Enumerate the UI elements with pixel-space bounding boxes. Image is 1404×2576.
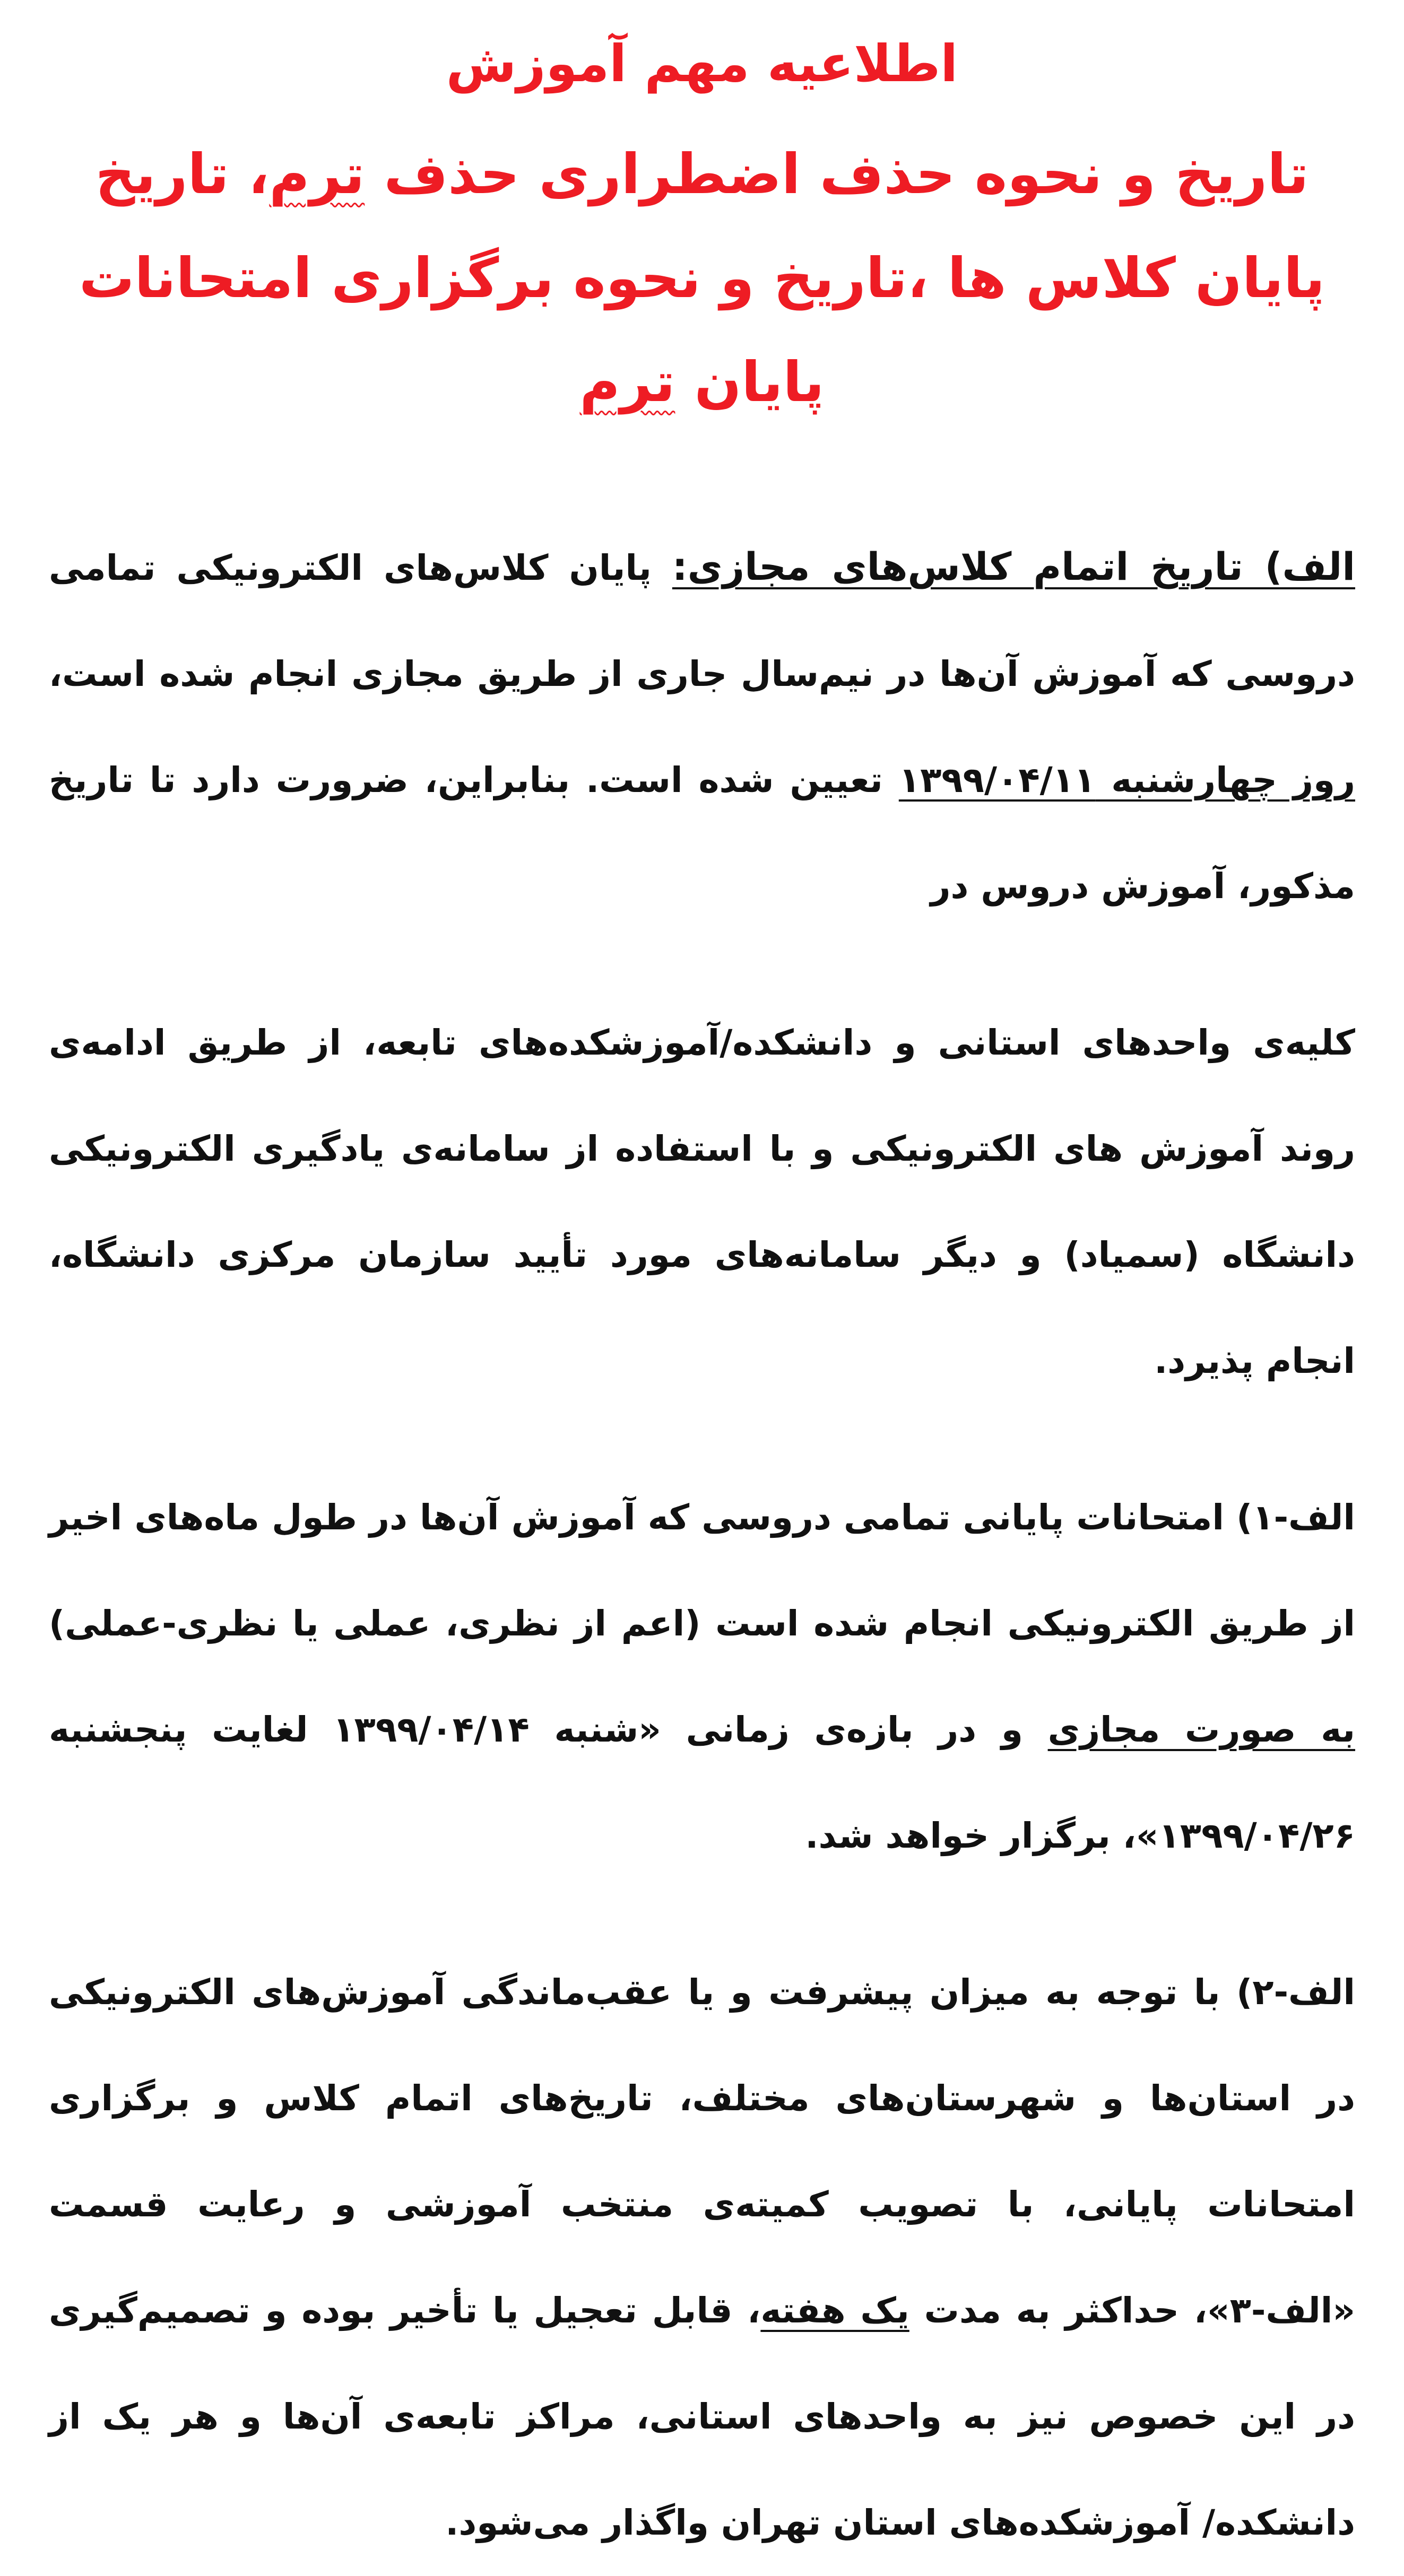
section-alef-text-1: پایان کلاس‌های الکترونیکی تمامی دروسی که آموزش آن‌ها در نیم‌سال جاری از طریق مجازی انجام شده است،: [49, 547, 1355, 694]
subtitle-part-2: ، تاریخ پایان کلاس ها ،تاریخ و نحوه برگزاری امتحانات پایان: [79, 142, 1325, 414]
subtitle-spellcheck-word-1: ترم: [269, 142, 365, 206]
section-alef-1-highlight: به صورت مجازی: [1047, 1709, 1356, 1750]
continued-paragraph: [49, 990, 1355, 1414]
continued-paragraph-text: کلیه‌ی واحدهای استانی و دانشکده/آموزشکده‌های تابعه، از طریق ادامه‌ی روند آموزش های الکترونیکی و با استفاده از سامانه‌ی یادگیری الکترونیکی دانشگاه (سمیاد) و دیگر سامانه‌های مورد تأیید سازمان مرکزی دانشگاه، انجام پذیرد.: [49, 1022, 1355, 1381]
section-alef-label: الف) تاریخ اتمام کلاس‌های مجازی:: [672, 544, 1356, 589]
section-alef-1-paragraph: [49, 1465, 1355, 1889]
section-alef-2-text-1: الف-۲) با توجه به میزان پیشرفت و یا عقب‌ماندگی آموزش‌های الکترونیکی در استان‌ها و شهرستان‌های مختلف، تاریخ‌های اتمام کلاس و برگزاری امتحانات پایانی، با تصویب کمیته‌ی منتخب آموزشی و رعایت قسمت «الف-۳»، حداکثر به مدت: [49, 1972, 1355, 2331]
section-alef-2-text-2: ، قابل تعجیل یا تأخیر بوده و تصمیم‌گیری در این خصوص نیز به واحدهای استانی، مراکز تابعه‌ی آن‌ها و هر یک از دانشکده/ آموزشکده‌های استان تهران واگذار می‌شود.: [49, 2290, 1355, 2543]
section-alef-date: روز چهارشنبه ۱۳۹۹/۰۴/۱۱: [898, 760, 1355, 800]
page-title: [49, 29, 1355, 98]
section-alef-2-paragraph: [49, 1939, 1355, 2576]
section-alef-1-text-1: الف-۱) امتحانات پایانی تمامی دروسی که آموزش آن‌ها در طول ماه‌های اخیر از طریق الکترونیکی انجام شده است (اعم از نظری، عملی یا نظری-عملی): [49, 1497, 1355, 1644]
section-alef-2-highlight: یک هفته: [760, 2290, 909, 2331]
subtitle-spellcheck-word-2: ترم: [579, 350, 675, 414]
subtitle-part-1: تاریخ و نحوه حذف اضطراری حذف: [365, 142, 1309, 206]
section-alef-paragraph: [49, 514, 1355, 939]
page-subtitle: [49, 122, 1355, 434]
section-alef-text-2: تعیین شده است. بنابراین، ضرورت دارد تا تاریخ مذکور، آموزش دروس در: [49, 760, 1355, 907]
page-title-text: اطلاعیه مهم آموزش: [446, 34, 958, 93]
section-alef-1-text-2: و در بازه‌ی زمانی «شنبه ۱۳۹۹/۰۴/۱۴ لغایت پنجشنبه ۱۳۹۹/۰۴/۲۶»، برگزار خواهد شد.: [49, 1709, 1355, 1856]
